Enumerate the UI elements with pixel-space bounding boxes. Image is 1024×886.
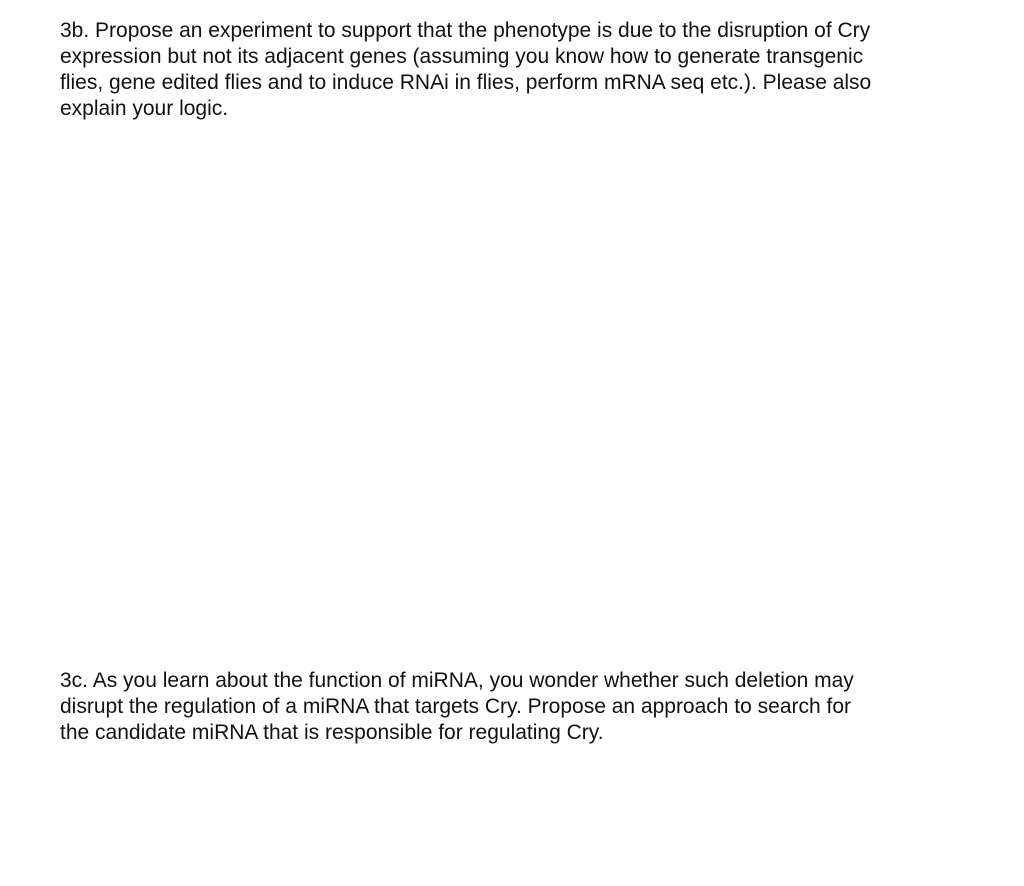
question-3c [60, 668, 854, 746]
question-3b-line: flies, gene edited flies and to induce RNAi in flies, perform mRNA seq etc.). Please also [60, 71, 872, 94]
question-3b-line: 3b. Propose an experiment to support that the phenotype is due to the disruption of Cry [60, 19, 871, 42]
question-3b-line: expression but not its adjacent genes (assuming you know how to generate transgenic [60, 45, 864, 68]
question-3c-line: 3c. As you learn about the function of miRNA, you wonder whether such deletion may [60, 669, 854, 692]
question-3b [60, 18, 871, 122]
question-3b-line: explain your logic. [60, 97, 229, 120]
question-3c-line: disrupt the regulation of a miRNA that targets Cry. Propose an approach to search for [60, 695, 852, 718]
question-3c-line: the candidate miRNA that is responsible for regulating Cry. [60, 721, 604, 744]
